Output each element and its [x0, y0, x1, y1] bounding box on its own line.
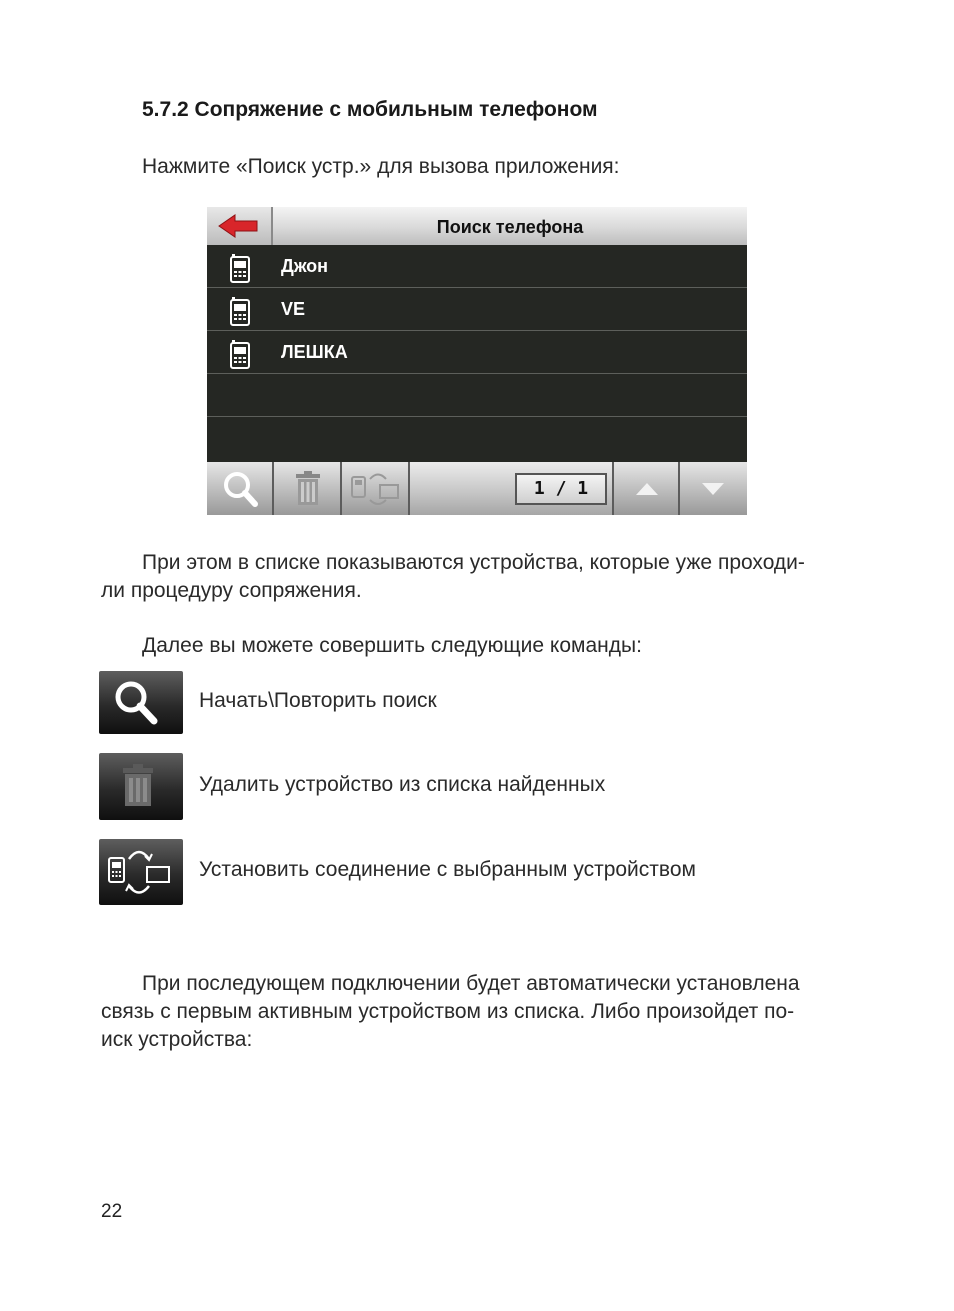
command-label: Удалить устройство из списка найденных: [199, 773, 606, 796]
paragraph-line: При последующем подключении будет автоматически установлена: [142, 972, 800, 995]
connect-icon: [342, 462, 410, 515]
connect-button[interactable]: [342, 462, 410, 515]
back-arrow-icon: [207, 207, 273, 245]
commands-intro: Далее вы можете совершить следующие команды:: [142, 634, 642, 657]
delete-button[interactable]: [274, 462, 342, 515]
device-row[interactable]: [207, 288, 747, 331]
connect-icon: [99, 839, 183, 905]
command-label: Установить соединение с выбранным устройством: [199, 858, 696, 881]
mobile-phone-icon: [229, 253, 251, 283]
trash-icon: [99, 753, 183, 820]
paragraph-line: При этом в списке показываются устройства, которые уже проходи-: [142, 551, 805, 574]
back-button[interactable]: [207, 207, 273, 245]
scroll-up-button[interactable]: [612, 462, 680, 515]
page-indicator: 1 / 1: [515, 473, 607, 505]
search-command-icon: [99, 671, 183, 734]
screen-title: Поиск телефона: [436, 217, 584, 237]
command-label: Начать\Повторить поиск: [199, 689, 437, 712]
search-icon: [207, 462, 274, 515]
mobile-phone-icon: [229, 339, 251, 369]
intro-text: Нажмите «Поиск устр.» для вызова приложения:: [142, 155, 620, 178]
paragraph-line: связь с первым активным устройством из списка. Либо произойдет по-: [101, 1000, 795, 1023]
screen-toolbar: [207, 462, 747, 515]
empty-row[interactable]: [207, 417, 747, 460]
scroll-down-button[interactable]: [680, 462, 747, 515]
paragraph-line: ли процедуру сопряжения.: [101, 579, 362, 602]
search-button[interactable]: [207, 462, 274, 515]
device-name: Джон: [281, 256, 329, 276]
device-name: ЛЕШКА: [281, 342, 348, 362]
search-icon: [99, 671, 183, 734]
connect-command-icon: [99, 839, 183, 905]
device-row[interactable]: [207, 331, 747, 374]
arrow-down-icon: [680, 462, 747, 515]
device-row[interactable]: [207, 245, 747, 288]
mobile-phone-icon: [229, 296, 251, 326]
trash-icon: [274, 462, 342, 515]
trash-command-icon: [99, 753, 183, 820]
section-heading: 5.7.2 Сопряжение с мобильным телефоном: [142, 98, 598, 121]
arrow-up-icon: [614, 462, 680, 515]
empty-row[interactable]: [207, 374, 747, 417]
phone-search-screen: [207, 207, 747, 515]
device-name: VE: [281, 299, 306, 319]
page-number: 22: [101, 1201, 123, 1222]
paragraph-line: иск устройства:: [101, 1028, 253, 1051]
screen-titlebar: [207, 207, 747, 245]
